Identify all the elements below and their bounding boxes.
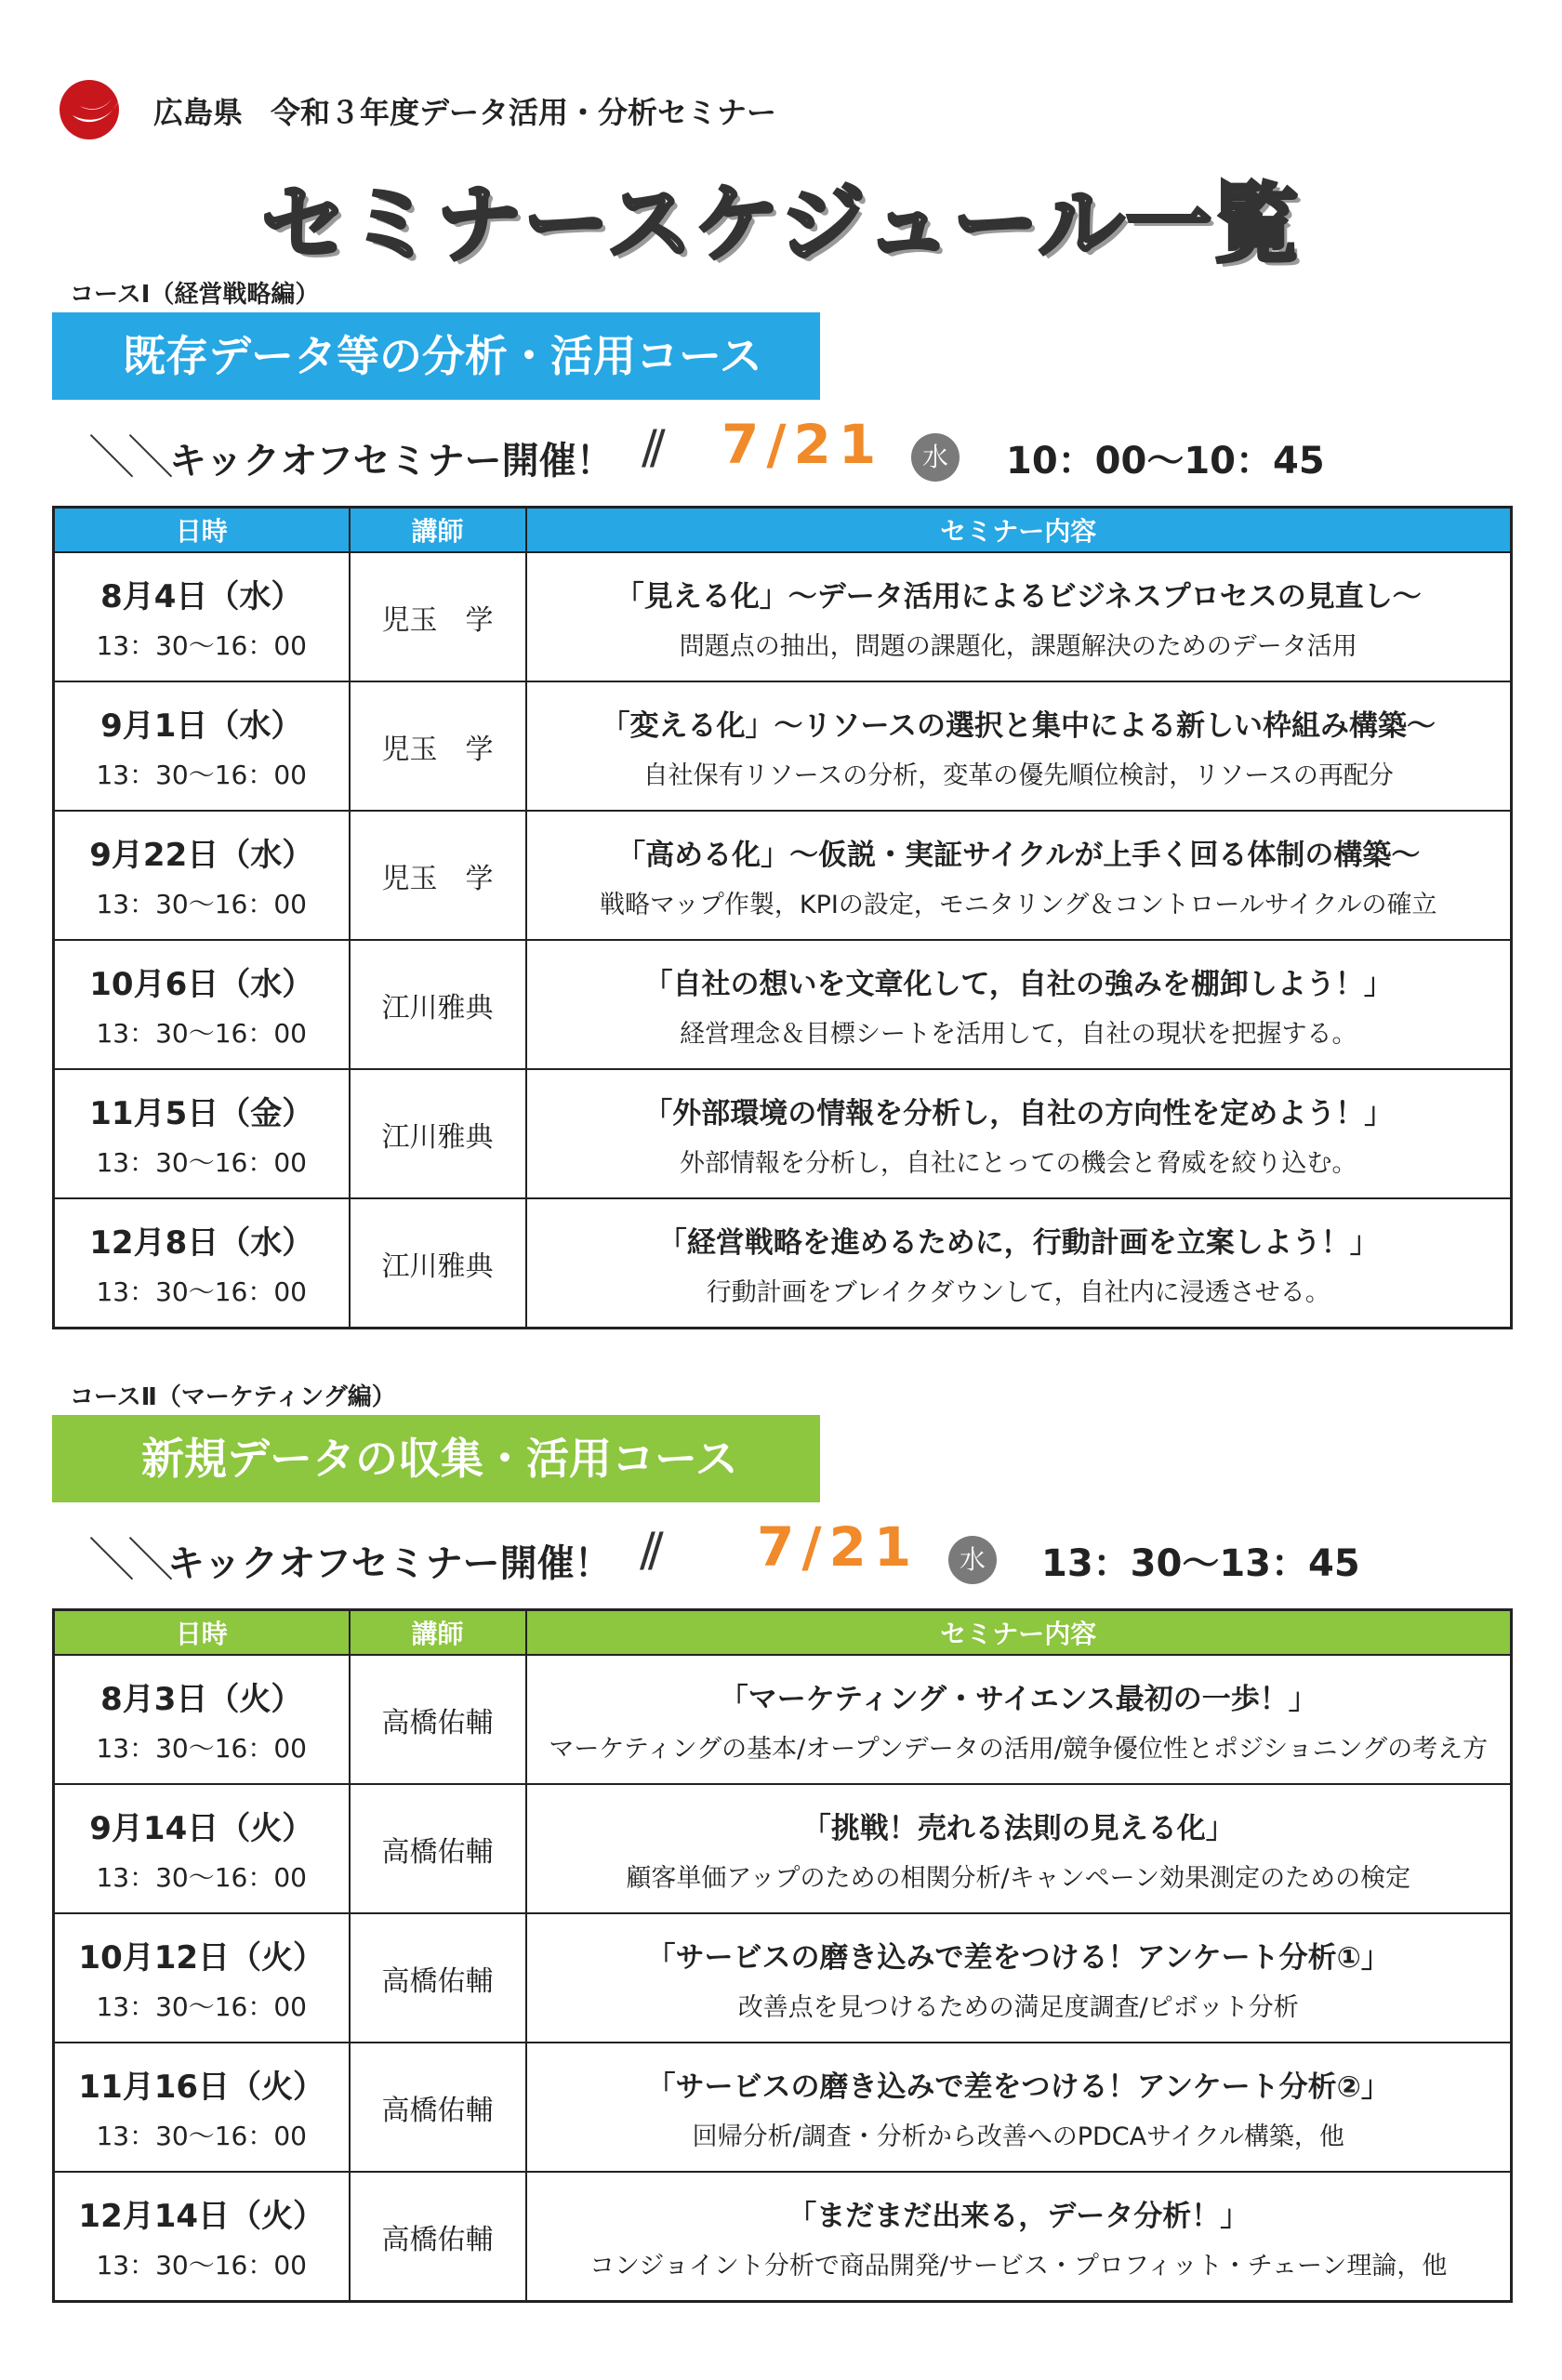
course1-label: コースⅠ（経営戦略編） [70, 281, 320, 309]
table-row [54, 1655, 1512, 1784]
seminar-time: 13：30〜16：00 [96, 1276, 308, 1307]
content-cell [526, 940, 1512, 1069]
seminar-description: 問題点の抽出，問題の課題化，課題解決のためのデータ活用 [679, 631, 1357, 661]
seminar-description: 改善点を見つけるための満足度調査/ピボット分析 [737, 1992, 1299, 2022]
seminar-date: 8月4日（水） [100, 578, 303, 615]
content-cell [526, 1655, 1512, 1784]
table-header-row [54, 508, 1512, 553]
seminar-date: 9月1日（水） [100, 707, 303, 745]
header-datetime: 日時 [54, 508, 350, 553]
content-cell [526, 552, 1512, 681]
seminar-description: コンジョイント分析で商品開発/サービス・プロフィット・チェーン理論，他 [589, 2251, 1448, 2281]
lecturer-name: 高橋佑輔 [381, 1964, 494, 1998]
course2-kickoff [0, 1515, 1562, 1595]
lecturer-name: 児玉 学 [381, 603, 494, 637]
org-name: 広島県 [153, 95, 244, 130]
seminar-date: 10月6日（水） [89, 966, 314, 1003]
kickoff-day-badge: 水 [911, 433, 960, 482]
kickoff-text: キックオフセミナー開催！ [169, 440, 614, 483]
table-row [54, 2172, 1512, 2302]
seminar-description: 行動計画をブレイクダウンして，自社内に浸透させる。 [706, 1277, 1330, 1307]
kickoff-slash-right: // [640, 1523, 656, 1577]
seminar-time: 13：30〜16：00 [96, 1147, 308, 1178]
kickoff-slash-left: ＼＼ [88, 430, 166, 484]
seminar-date: 8月3日（火） [100, 1681, 303, 1718]
seminar-description: 回帰分析/調査・分析から改善へのPDCAサイクル構築，他 [692, 2122, 1344, 2151]
seminar-title: 「経営戦略を進めるために，行動計画を立案しよう！」 [657, 1225, 1379, 1260]
kickoff-time: 13：30〜13：45 [1041, 1542, 1360, 1585]
lecturer-cell [350, 2172, 526, 2302]
lecturer-cell [350, 1198, 526, 1329]
datetime-cell [54, 681, 350, 811]
seminar-time: 13：30〜16：00 [96, 760, 308, 790]
lecturer-name: 江川雅典 [381, 1120, 494, 1154]
table-row [54, 552, 1512, 681]
seminar-date: 10月12日（火） [78, 1939, 325, 1977]
kickoff-date: 7/21 [757, 1515, 920, 1579]
content-cell [526, 811, 1512, 940]
datetime-cell [54, 1069, 350, 1198]
datetime-cell [54, 811, 350, 940]
table-row [54, 940, 1512, 1069]
seminar-time: 13：30〜16：00 [96, 2250, 308, 2281]
content-cell [526, 1198, 1512, 1329]
header-content: セミナー内容 [526, 1610, 1512, 1656]
content-cell [526, 1784, 1512, 1913]
seminar-title: 「サービスの磨き込みで差をつける！アンケート分析①」 [646, 1940, 1390, 1975]
lecturer-cell [350, 1655, 526, 1784]
course2-schedule-table [52, 1608, 1513, 2303]
table-row [54, 2043, 1512, 2172]
seminar-time: 13：30〜16：00 [96, 1991, 308, 2022]
lecturer-name: 児玉 学 [381, 862, 494, 895]
page-title: セミナースケジュール一覧 [261, 175, 1301, 274]
seminar-title: 「マーケティング・サイエンス最初の一歩！」 [719, 1682, 1317, 1716]
datetime-cell [54, 2172, 350, 2302]
lecturer-cell [350, 681, 526, 811]
seminar-description: 経営理念＆目標シートを活用して，自社の現状を把握する。 [680, 1019, 1357, 1049]
table-row [54, 1069, 1512, 1198]
seminar-description: 外部情報を分析し，自社にとっての機会と脅威を絞り込む。 [680, 1148, 1357, 1178]
lecturer-name: 高橋佑輔 [381, 2094, 494, 2127]
kickoff-slash-right: // [642, 420, 658, 474]
organization-line [153, 89, 776, 132]
seminar-time: 13：30〜16：00 [96, 1018, 308, 1049]
content-cell [526, 681, 1512, 811]
seminar-date: 9月22日（水） [89, 837, 314, 874]
table-header-row [54, 1610, 1512, 1656]
seminar-time: 13：30〜16：00 [96, 630, 308, 661]
lecturer-name: 高橋佑輔 [381, 2223, 494, 2256]
kickoff-slash-left: ＼＼ [88, 1533, 166, 1587]
lecturer-cell [350, 1069, 526, 1198]
lecturer-name: 江川雅典 [381, 991, 494, 1025]
seminar-title: 「高める化」〜仮説・実証サイクルが上手く回る体制の構築〜 [616, 838, 1421, 872]
lecturer-cell [350, 811, 526, 940]
table-row [54, 1784, 1512, 1913]
kickoff-text: キックオフセミナー開催！ [167, 1542, 612, 1585]
seminar-time: 13：30〜16：00 [96, 1862, 308, 1893]
seminar-title: 「自社の想いを文章化して，自社の強みを棚卸しよう！」 [643, 967, 1393, 1001]
lecturer-cell [350, 940, 526, 1069]
seminar-date: 12月14日（火） [78, 2198, 325, 2235]
course2-banner: 新規データの収集・活用コース [52, 1415, 820, 1502]
seminar-title: 「変える化」〜リソースの選択と集中による新しい枠組み構築〜 [601, 708, 1436, 743]
table-row [54, 1198, 1512, 1329]
seminar-subtitle: 令和３年度データ活用・分析セミナー [271, 95, 777, 130]
seminar-description: マーケティングの基本/オープンデータの活用/競争優位性とポジショニングの考え方 [549, 1734, 1489, 1764]
seminar-description: 自社保有リソースの分析，変革の優先順位検討，リソースの再配分 [642, 760, 1394, 790]
seminar-date: 11月16日（火） [78, 2069, 325, 2106]
seminar-date: 11月5日（金） [89, 1095, 314, 1132]
seminar-title: 「挑戦！売れる法則の見える化」 [801, 1811, 1235, 1845]
lecturer-name: 児玉 学 [381, 733, 494, 766]
lecturer-name: 高橋佑輔 [381, 1706, 494, 1739]
datetime-cell [54, 940, 350, 1069]
seminar-time: 13：30〜16：00 [96, 1733, 308, 1764]
header-lecturer: 講師 [350, 1610, 526, 1656]
table-row [54, 1913, 1512, 2043]
lecturer-name: 江川雅典 [381, 1250, 494, 1283]
lecturer-cell [350, 2043, 526, 2172]
seminar-title: 「サービスの磨き込みで差をつける！アンケート分析②」 [646, 2069, 1390, 2104]
lecturer-cell [350, 1913, 526, 2043]
datetime-cell [54, 1198, 350, 1329]
lecturer-cell [350, 1784, 526, 1913]
table-row [54, 681, 1512, 811]
kickoff-day-badge: 水 [948, 1536, 997, 1584]
seminar-title: 「まだまだ出来る，データ分析！」 [788, 2199, 1250, 2233]
seminar-title: 「見える化」〜データ活用によるビジネスプロセスの見直し〜 [615, 579, 1422, 614]
datetime-cell [54, 552, 350, 681]
datetime-cell [54, 1655, 350, 1784]
header-lecturer: 講師 [350, 508, 526, 553]
course1-kickoff [0, 413, 1562, 493]
seminar-title: 「外部環境の情報を分析し，自社の方向性を定めよう！」 [643, 1096, 1394, 1130]
header-datetime: 日時 [54, 1610, 350, 1656]
seminar-date: 9月14日（火） [89, 1810, 314, 1847]
table-row [54, 811, 1512, 940]
course2-label: コースⅡ（マーケティング編） [70, 1383, 396, 1411]
seminar-description: 顧客単価アップのための相関分析/キャンペーン効果測定のための検定 [626, 1863, 1411, 1893]
content-cell [526, 2043, 1512, 2172]
kickoff-time: 10：00〜10：45 [1006, 440, 1325, 483]
course1-banner: 既存データ等の分析・活用コース [52, 312, 820, 400]
datetime-cell [54, 1784, 350, 1913]
seminar-time: 13：30〜16：00 [96, 2121, 308, 2151]
content-cell [526, 1069, 1512, 1198]
hiroshima-logo-icon [54, 74, 128, 141]
lecturer-cell [350, 552, 526, 681]
seminar-time: 13：30〜16：00 [96, 889, 308, 919]
datetime-cell [54, 1913, 350, 2043]
content-cell [526, 2172, 1512, 2302]
course1-schedule-table [52, 506, 1513, 1329]
seminar-description: 戦略マップ作製，KPIの設定，モニタリング＆コントロールサイクルの確立 [599, 890, 1437, 919]
datetime-cell [54, 2043, 350, 2172]
header-content: セミナー内容 [526, 508, 1512, 553]
lecturer-name: 高橋佑輔 [381, 1835, 494, 1869]
content-cell [526, 1913, 1512, 2043]
kickoff-date: 7/21 [721, 413, 884, 476]
seminar-date: 12月8日（水） [89, 1224, 314, 1262]
